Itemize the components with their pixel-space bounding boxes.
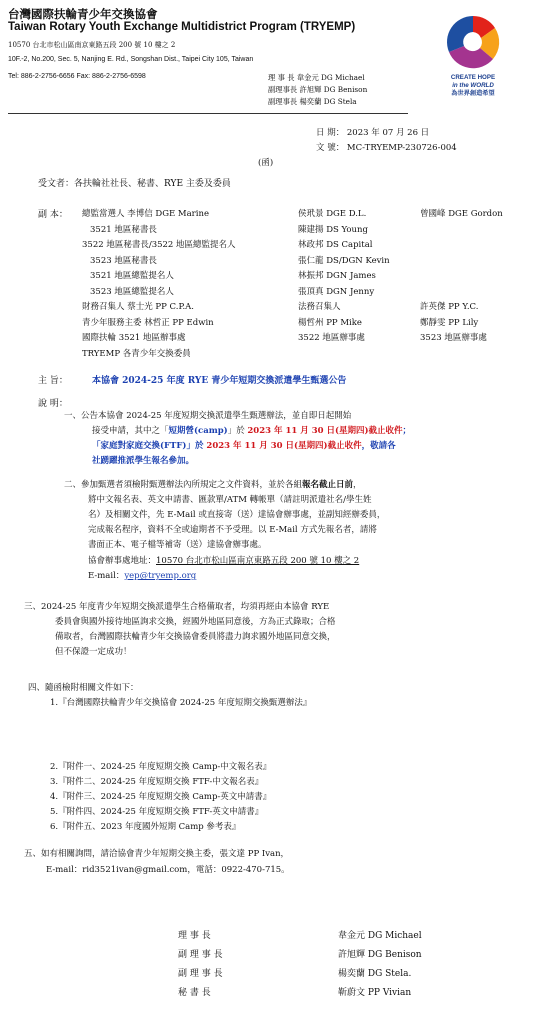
ftf-label: 「家庭對家庭交換(FTF) [92, 441, 187, 451]
cc-entry: 張頂真 DGN Jenny [298, 286, 375, 297]
tagline-en-1: CREATE HOPE [450, 74, 496, 81]
header-divider [8, 113, 408, 114]
address-en: 10F.-2, No.200, Sec. 5, Nanjing E. Rd., Songshan Dist., Taipei City 105, Taiwan [8, 56, 254, 63]
logo-tagline [418, 74, 528, 98]
signature-title: 秘 書 長 [178, 988, 211, 998]
cc-entry: 3522 地區辦事處 [298, 333, 365, 343]
item3-line2: 委員會與國外接待地區詢求交換，經國外地區同意後，方為正式錄取；合格 [55, 617, 336, 627]
item3-line4: 但不保證一定成功！ [55, 647, 132, 657]
item4-title [28, 681, 139, 693]
cc-entry: 林政邦 DS Capital [298, 240, 373, 250]
attachment-item: 5.『附件四、2024-25 年度短期交換 FTF-英文申請書』 [50, 807, 264, 817]
item1-text: ，敬請各 [361, 441, 396, 451]
cc-entry: 3521 地區秘書長 [90, 224, 157, 235]
item5-line2: E-mail：rid3521ivan@gmail.com，電話：0922-470-715。 [46, 865, 290, 875]
item1-line3 [92, 439, 396, 451]
cc-entry: 陳建揚 DS Young [298, 224, 368, 235]
cc-entry: 鄭靜雯 PP Lily [420, 317, 479, 328]
camp-deadline: 2023 年 11 月 30 日(星期四)截止收件 [247, 426, 403, 436]
item2-text: ， [353, 480, 362, 490]
cc-entry: 法務召集人 [298, 302, 341, 312]
signature-name: 韋金元 DG Michael [338, 931, 422, 941]
signature-name: 靳蔚文 PP Vivian [338, 988, 412, 998]
cc-entry: 3522 地區秘書長/3522 地區總監提名人 [82, 240, 236, 250]
item2-line7 [88, 569, 196, 581]
cc-entry: 3523 地區總監提名人 [90, 286, 174, 297]
item-number: 一、 [64, 411, 82, 421]
office-address: 10570 台北市松山區南京東路五段 200 號 10 樓之 2 [156, 556, 360, 566]
cc-entry: TRYEMP 各青少年交換委員 [82, 348, 191, 359]
recipient-label: 受文者： [38, 179, 75, 189]
cc-entry: 財務召集人 蔡士光 PP C.P.A. [82, 302, 194, 312]
officer-line: 副理事長 楊奕蘭 DG Stela [268, 97, 357, 106]
item2-line5: 書面正本、電子檔等補寄（送）達協會辦事處。 [88, 540, 267, 550]
item2-line6 [88, 554, 359, 566]
item2-line4: 完成報名程序，資料不全或逾期者不予受理。以 E-Mail 方式先報名者，請將 [88, 525, 377, 535]
doc-date: 日 期： 2023 年 07 月 26 日 [316, 128, 430, 138]
item1-text: 」於 [227, 426, 248, 436]
office-email-link[interactable]: yep@tryemp.org [124, 571, 197, 581]
attachment-item: 6.『附件五、2023 年度國外短期 Camp 參考表』 [50, 822, 241, 832]
email-label: E-mail： [88, 571, 125, 581]
item2-line1 [64, 478, 362, 490]
item3-line3: 備取者，台灣國際扶輪青少年交換協會委員將盡力詢求國外地區同意交換， [55, 632, 336, 642]
doc-ref-no: 文 號： MC-TRYEMP-230726-004 [316, 143, 457, 153]
org-name-en: Taiwan Rotary Youth Exchange Multidistrict Program (TRYEMP) [8, 21, 356, 33]
officer-line: 副理事長 許旭輝 DG Benison [268, 85, 368, 94]
attachment-item: 4.『附件三、2024-25 年度短期交換 Camp-英文申請書』 [50, 792, 272, 802]
cc-entry: 總監當選人 李博信 DGE Marine [82, 209, 209, 219]
subject-value: 本協會 2024-25 年度 RYE 青少年短期交換派遣學生甄選公告 [92, 376, 347, 386]
signature-title: 副 理 事 長 [178, 969, 223, 979]
officer-line: 理 事 長 韋金元 DG Michael [268, 73, 365, 82]
ftf-deadline: 2023 年 11 月 30 日(星期四)截止收件 [206, 441, 362, 451]
tagline-zh: 為世界創造希望 [451, 90, 495, 97]
item3-text: 2024-25 年度青少年短期交換派遣學生合格備取者，均須再經由本協會 RYE [41, 602, 330, 612]
cc-entry: 楊哲州 PP Mike [298, 317, 362, 328]
subject-label: 主 旨： [38, 376, 68, 386]
attachment-item: 2.『附件一、2024-25 年度短期交換 Camp-中文報名表』 [50, 762, 272, 772]
cc-entry: 國際扶輪 3521 地區辦事處 [82, 333, 186, 343]
cc-entry: 3523 地區秘書長 [90, 255, 157, 266]
signature-name: 楊奕蘭 DG Stela. [338, 969, 412, 979]
cc-entry: 林振邦 DGN James [298, 271, 376, 281]
doc-type: (函) [258, 158, 274, 168]
cc-entry: 許英傑 PP Y.C. [420, 302, 479, 312]
recipient-value: 各扶輪社社長、秘書、RYE 主委及委員 [74, 179, 231, 189]
cc-entry: 3523 地區辦事處 [420, 333, 487, 343]
item1-text: 接受申請，其中之「 [92, 426, 169, 436]
item-number: 二、 [64, 480, 82, 490]
attachment-item: 1.『台灣國際扶輪青少年交換協會 2024-25 年度短期交換甄選辦法』 [50, 698, 312, 708]
deadline-emphasis: 報名截止日前 [302, 480, 354, 490]
cc-entry: 青少年服務主委 林哲正 PP Edwin [82, 317, 214, 328]
item-number: 三、 [24, 602, 42, 612]
explain-label: 說 明： [38, 399, 68, 409]
item1-text: 公告本協會 2024-25 年度短期交換派遣學生甄選辦法，並自即日起開始 [81, 411, 352, 421]
address-zh: 10570 台北市松山區南京東路五段 200 號 10 樓之 2 [8, 41, 176, 49]
item4-text: 隨函檢附相關文件如下： [45, 683, 139, 693]
item1-line2 [92, 424, 411, 436]
item-number: 四、 [28, 683, 46, 693]
signature-name: 許旭輝 DG Benison [338, 950, 422, 960]
attachment-item: 3.『附件二、2024-25 年度短期交換 FTF-中文報名表』 [50, 777, 264, 787]
item1-text: 」於 [186, 441, 207, 451]
cc-entry: 張仁龍 DS/DGN Kevin [298, 255, 390, 266]
cc-label: 副 本： [38, 210, 68, 220]
signature-title: 理 事 長 [178, 931, 211, 941]
camp-label: 短期營(camp) [168, 426, 228, 436]
tagline-en-2: in the WORLD [452, 82, 494, 89]
item5-line1 [24, 847, 289, 859]
recipient-line [38, 176, 231, 189]
tel-fax: Tel: 886-2-2756-6656 Fax: 886-2-2756-6598 [8, 73, 146, 80]
cc-entry: 曾國峰 DGE Gordon [420, 209, 503, 219]
address-label: 協會辦事處地址： [88, 556, 157, 566]
cc-entry: 侯玳景 DGE D.L. [298, 209, 367, 219]
item1-line4: 社踴躍推派學生報名參加。 [92, 456, 195, 466]
item2-text: 參加甄選者須檢附甄選辦法內所規定之文件資料，並於各組 [81, 480, 303, 490]
item3-line1 [24, 600, 329, 612]
item-number: 五、 [24, 849, 42, 859]
org-name-zh: 台灣國際扶輪青少年交換協會 [8, 7, 158, 21]
item1-line1 [64, 409, 351, 421]
item2-line2: 將中文報名表、英文申請書、匯款單/ATM 轉帳單（請註明派遣社名/學生姓 [88, 495, 372, 505]
signature-title: 副 理 事 長 [178, 950, 223, 960]
item2-line3: 名）及相關文件，先 E-Mail 或直接寄（送）達協會辦事處，並副知經辦委員， [88, 510, 386, 520]
cc-entry: 3521 地區總監提名人 [90, 271, 174, 281]
item1-text: ； [402, 426, 412, 436]
item5-text: 如有相關詢問，請洽協會青少年短期交換主委，張文達 PP Ivan， [41, 849, 290, 859]
